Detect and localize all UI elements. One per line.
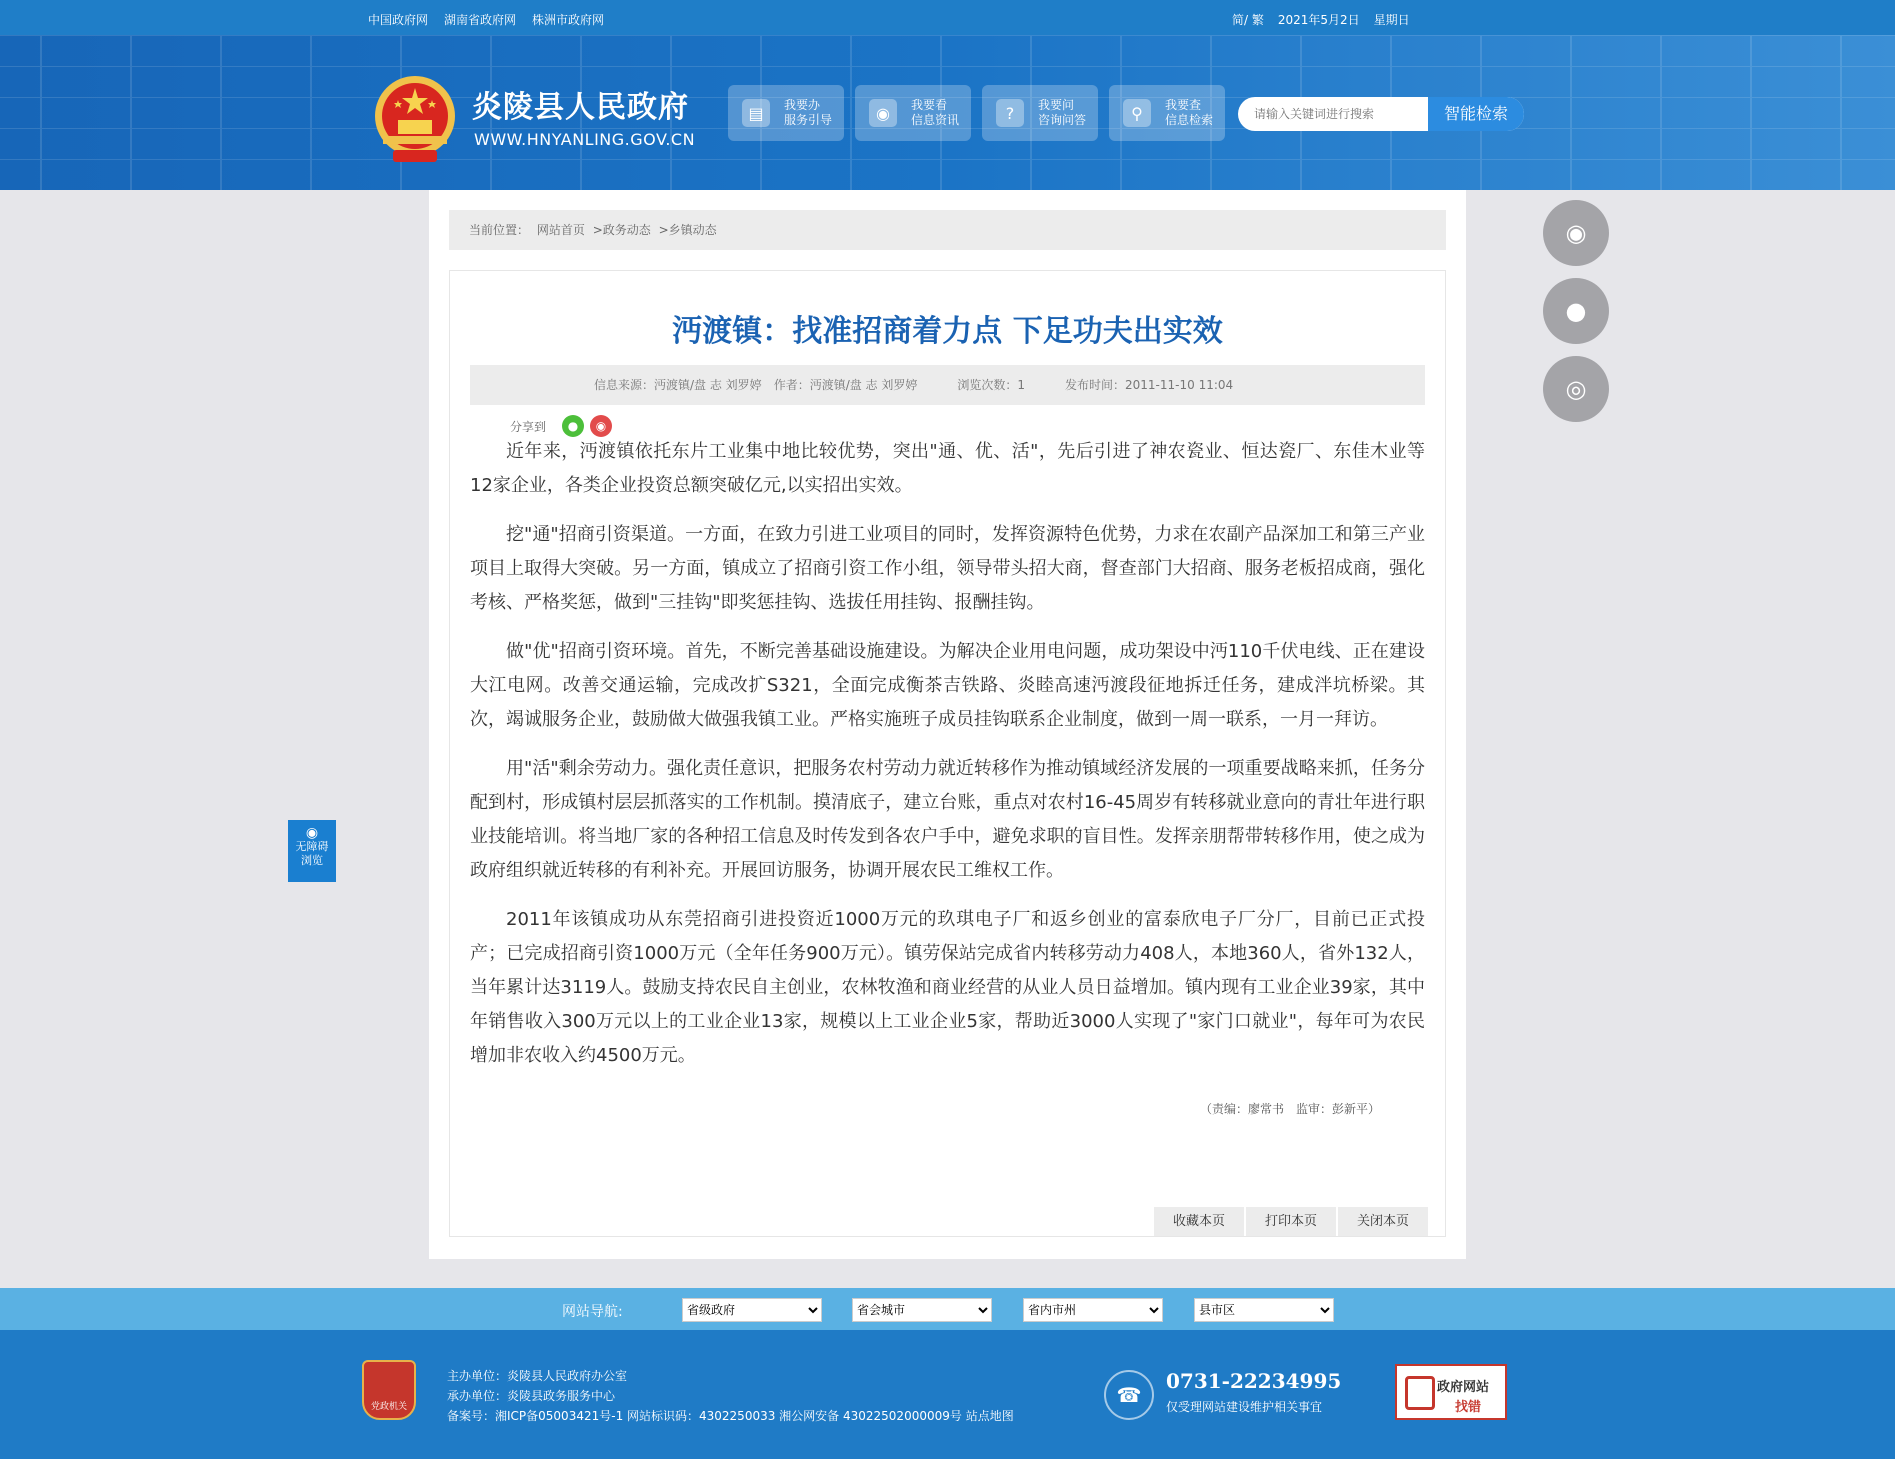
phone-number: 0731-22234995 [1166, 1369, 1342, 1393]
article-paragraph: 挖"通"招商引资渠道。一方面，在致力引进工业项目的同时，发挥资源特色优势，力求在农副产品深加工和第三产业项目上取得大突破。另一方面，镇成立了招商引资工作小组，领导带头招大商，督查部门大招商、服务老板招成商，强化考核、严格奖惩，做到"三挂钩"即奖惩挂钩、选拔任用挂钩、报酬挂钩。 [470, 524, 1425, 613]
weibo-icon[interactable]: ◉ [590, 415, 612, 437]
eye-icon: ◉ [305, 825, 319, 841]
article-meta [470, 365, 1425, 405]
article-title: 沔渡镇：找准招商着力点 下足功夫出实效 [672, 314, 1223, 349]
quick-button-sublabel: 信息检索 [1165, 113, 1214, 127]
error-sub: 找错 [1455, 1400, 1482, 1415]
quick-button-sublabel: 信息资讯 [911, 113, 960, 127]
breadcrumb-towns[interactable]: >乡镇动态 [658, 223, 717, 237]
accessibility-button[interactable] [288, 820, 336, 882]
breadcrumb-label: 当前位置： [469, 223, 530, 237]
meta-author: 作者：沔渡镇/盘 志 刘罗婷 [773, 378, 918, 392]
site-name[interactable]: 炎陵县人民政府 [472, 90, 689, 125]
phone-icon: ☎ [1104, 1370, 1154, 1420]
top-right [1232, 11, 1410, 28]
eye-icon: ◉ [869, 99, 897, 127]
record-number[interactable]: 备案号：湘ICP备05003421号-1 网站标识码：4302250033 湘公网安备 43022502000009号 站点地图 [447, 1409, 1014, 1423]
close-page-button[interactable]: 关闭本页 [1338, 1207, 1428, 1236]
breadcrumb [449, 210, 1446, 250]
breadcrumb-politics[interactable]: >政务动态 [592, 223, 651, 237]
quick-button-sublabel: 咨询问答 [1038, 113, 1087, 127]
meta-published: 发布时间：2011-11-10 11:04 [1065, 378, 1234, 392]
wechat-float-icon[interactable]: ● [1543, 278, 1609, 344]
error-title: 政府网站 [1437, 1380, 1490, 1395]
footer-nav-bar [0, 1288, 1895, 1330]
weekday-text: 星期日 [1373, 13, 1410, 27]
article-paragraph: 2011年该镇成功从东莞招商引进投资近1000万元的玖琪电子厂和返乡创业的富泰欣电子厂分厂，目前已正式投产；已完成招商引资1000万元（全年任务900万元）。镇劳保站完成省内转移劳动力408人，本地360人，省外132人，当年累计达3119人。鼓励支持农民自主创业，农林牧渔和商业经营的从业人员日益增加。镇内现有工业企业39家，其中年销售收入300万元以上的工业企业13家，规模以上工业企业5家，帮助近3000人实现了"家门口就业"，每年可为农民增加非农收入约4500万元。 [470, 909, 1425, 1066]
share-bar [510, 415, 612, 437]
top-bar [0, 0, 1895, 35]
share-label: 分享到 [510, 419, 547, 434]
quick-button-info[interactable] [855, 85, 971, 141]
badge-label: 党政机关 [370, 1402, 407, 1412]
meta-source: 信息来源：沔渡镇/盘 志 刘罗婷 [594, 378, 762, 392]
weibo-float-icon[interactable]: ◎ [1543, 356, 1609, 422]
article-paragraph: 用"活"剩余劳动力。强化责任意识，把服务农村劳动力就近转移作为推动镇域经济发展的一项重要战略来抓，任务分配到村，形成镇村层层抓落实的工作机制。摸清底子，建立台账，重点对农村16-45周岁有转移就业意向的青壮年进行职业技能培训。将当地厂家的各种招工信息及时传发到各农户手中，避免求职的盲目性。发挥亲朋帮带转移作用，使之成为政府组织就近转移的有利补充。开展回访服务，协调开展农民工维权工作。 [470, 758, 1425, 881]
report-error-button[interactable] [1395, 1364, 1507, 1420]
search-button[interactable]: 智能检索 [1428, 97, 1524, 131]
quick-button-service[interactable] [728, 85, 844, 141]
editor-credit: （责编：廖常书 监审：彭新平） [1200, 1102, 1381, 1116]
select-province-gov[interactable] [682, 1298, 822, 1322]
organizer-unit: 承办单位：炎陵县政务服务中心 [447, 1389, 616, 1403]
question-icon: ? [996, 99, 1024, 127]
footer [0, 1330, 1895, 1459]
date-text: 2021年5月2日 [1277, 13, 1360, 27]
print-button[interactable]: 打印本页 [1246, 1207, 1336, 1236]
national-emblem-icon [368, 70, 462, 170]
quick-button-label: 我要办 [784, 98, 821, 112]
footer-info [447, 1366, 1014, 1426]
article-actions [1154, 1207, 1428, 1236]
language-switch[interactable]: 简/ 繁 [1232, 13, 1264, 27]
bookmark-button[interactable]: 收藏本页 [1154, 1207, 1244, 1236]
footer-nav-label: 网站导航: [562, 1304, 623, 1320]
host-unit: 主办单位：炎陵县人民政府办公室 [447, 1369, 628, 1383]
search-icon: ⚲ [1123, 99, 1151, 127]
quick-button-search[interactable] [1109, 85, 1225, 141]
quick-button-ask[interactable] [982, 85, 1098, 141]
quick-button-sublabel: 服务引导 [784, 113, 833, 127]
document-icon: ▤ [742, 99, 770, 127]
quick-button-label: 我要查 [1165, 98, 1202, 112]
search-box [1238, 97, 1524, 131]
article-paragraph: 近年来，沔渡镇依托东片工业集中地比较优势，突出"通、优、活"，先后引进了神农瓷业、恒达瓷厂、东佳木业等12家企业，各类企业投资总额突破亿元,以实招出实效。 [470, 441, 1425, 496]
link-gov-cn[interactable]: 中国政府网 [368, 13, 429, 27]
wechat-icon[interactable]: ● [562, 415, 584, 437]
top-links [368, 11, 604, 28]
site-url: WWW.HNYANLING.GOV.CN [474, 130, 696, 149]
view-float-icon[interactable]: ◉ [1543, 200, 1609, 266]
select-county[interactable] [1194, 1298, 1334, 1322]
phone-note: 仅受理网站建设维护相关事宜 [1166, 1400, 1323, 1414]
link-zhuzhou-gov[interactable]: 株洲市政府网 [532, 13, 605, 27]
select-provincial-capital[interactable] [852, 1298, 992, 1322]
article-body [470, 435, 1425, 1088]
article-paragraph: 做"优"招商引资环境。首先，不断完善基础设施建设。为解决企业用电问题，成功架设中沔110千伏电线、正在建设大江电网。改善交通运输，完成改扩S321，全面完成衡茶吉铁路、炎睦高速沔渡段征地拆迁任务，建成泮坑桥梁。其次，竭诚服务企业，鼓励做大做强我镇工业。严格实施班子成员挂钩联系企业制度，做到一周一联系，一月一拜访。 [470, 641, 1425, 730]
link-hunan-gov[interactable]: 湖南省政府网 [444, 13, 517, 27]
accessibility-sublabel: 浏览 [301, 854, 323, 867]
select-city[interactable] [1023, 1298, 1163, 1322]
meta-views: 浏览次数：1 [957, 378, 1026, 392]
breadcrumb-home[interactable]: 网站首页 [536, 223, 585, 237]
quick-button-label: 我要问 [1038, 98, 1075, 112]
quick-button-label: 我要看 [911, 98, 948, 112]
party-gov-badge[interactable] [362, 1360, 416, 1420]
magnifier-icon [1405, 1376, 1435, 1410]
search-input[interactable] [1238, 97, 1428, 131]
accessibility-label: 无障碍 [295, 840, 329, 853]
